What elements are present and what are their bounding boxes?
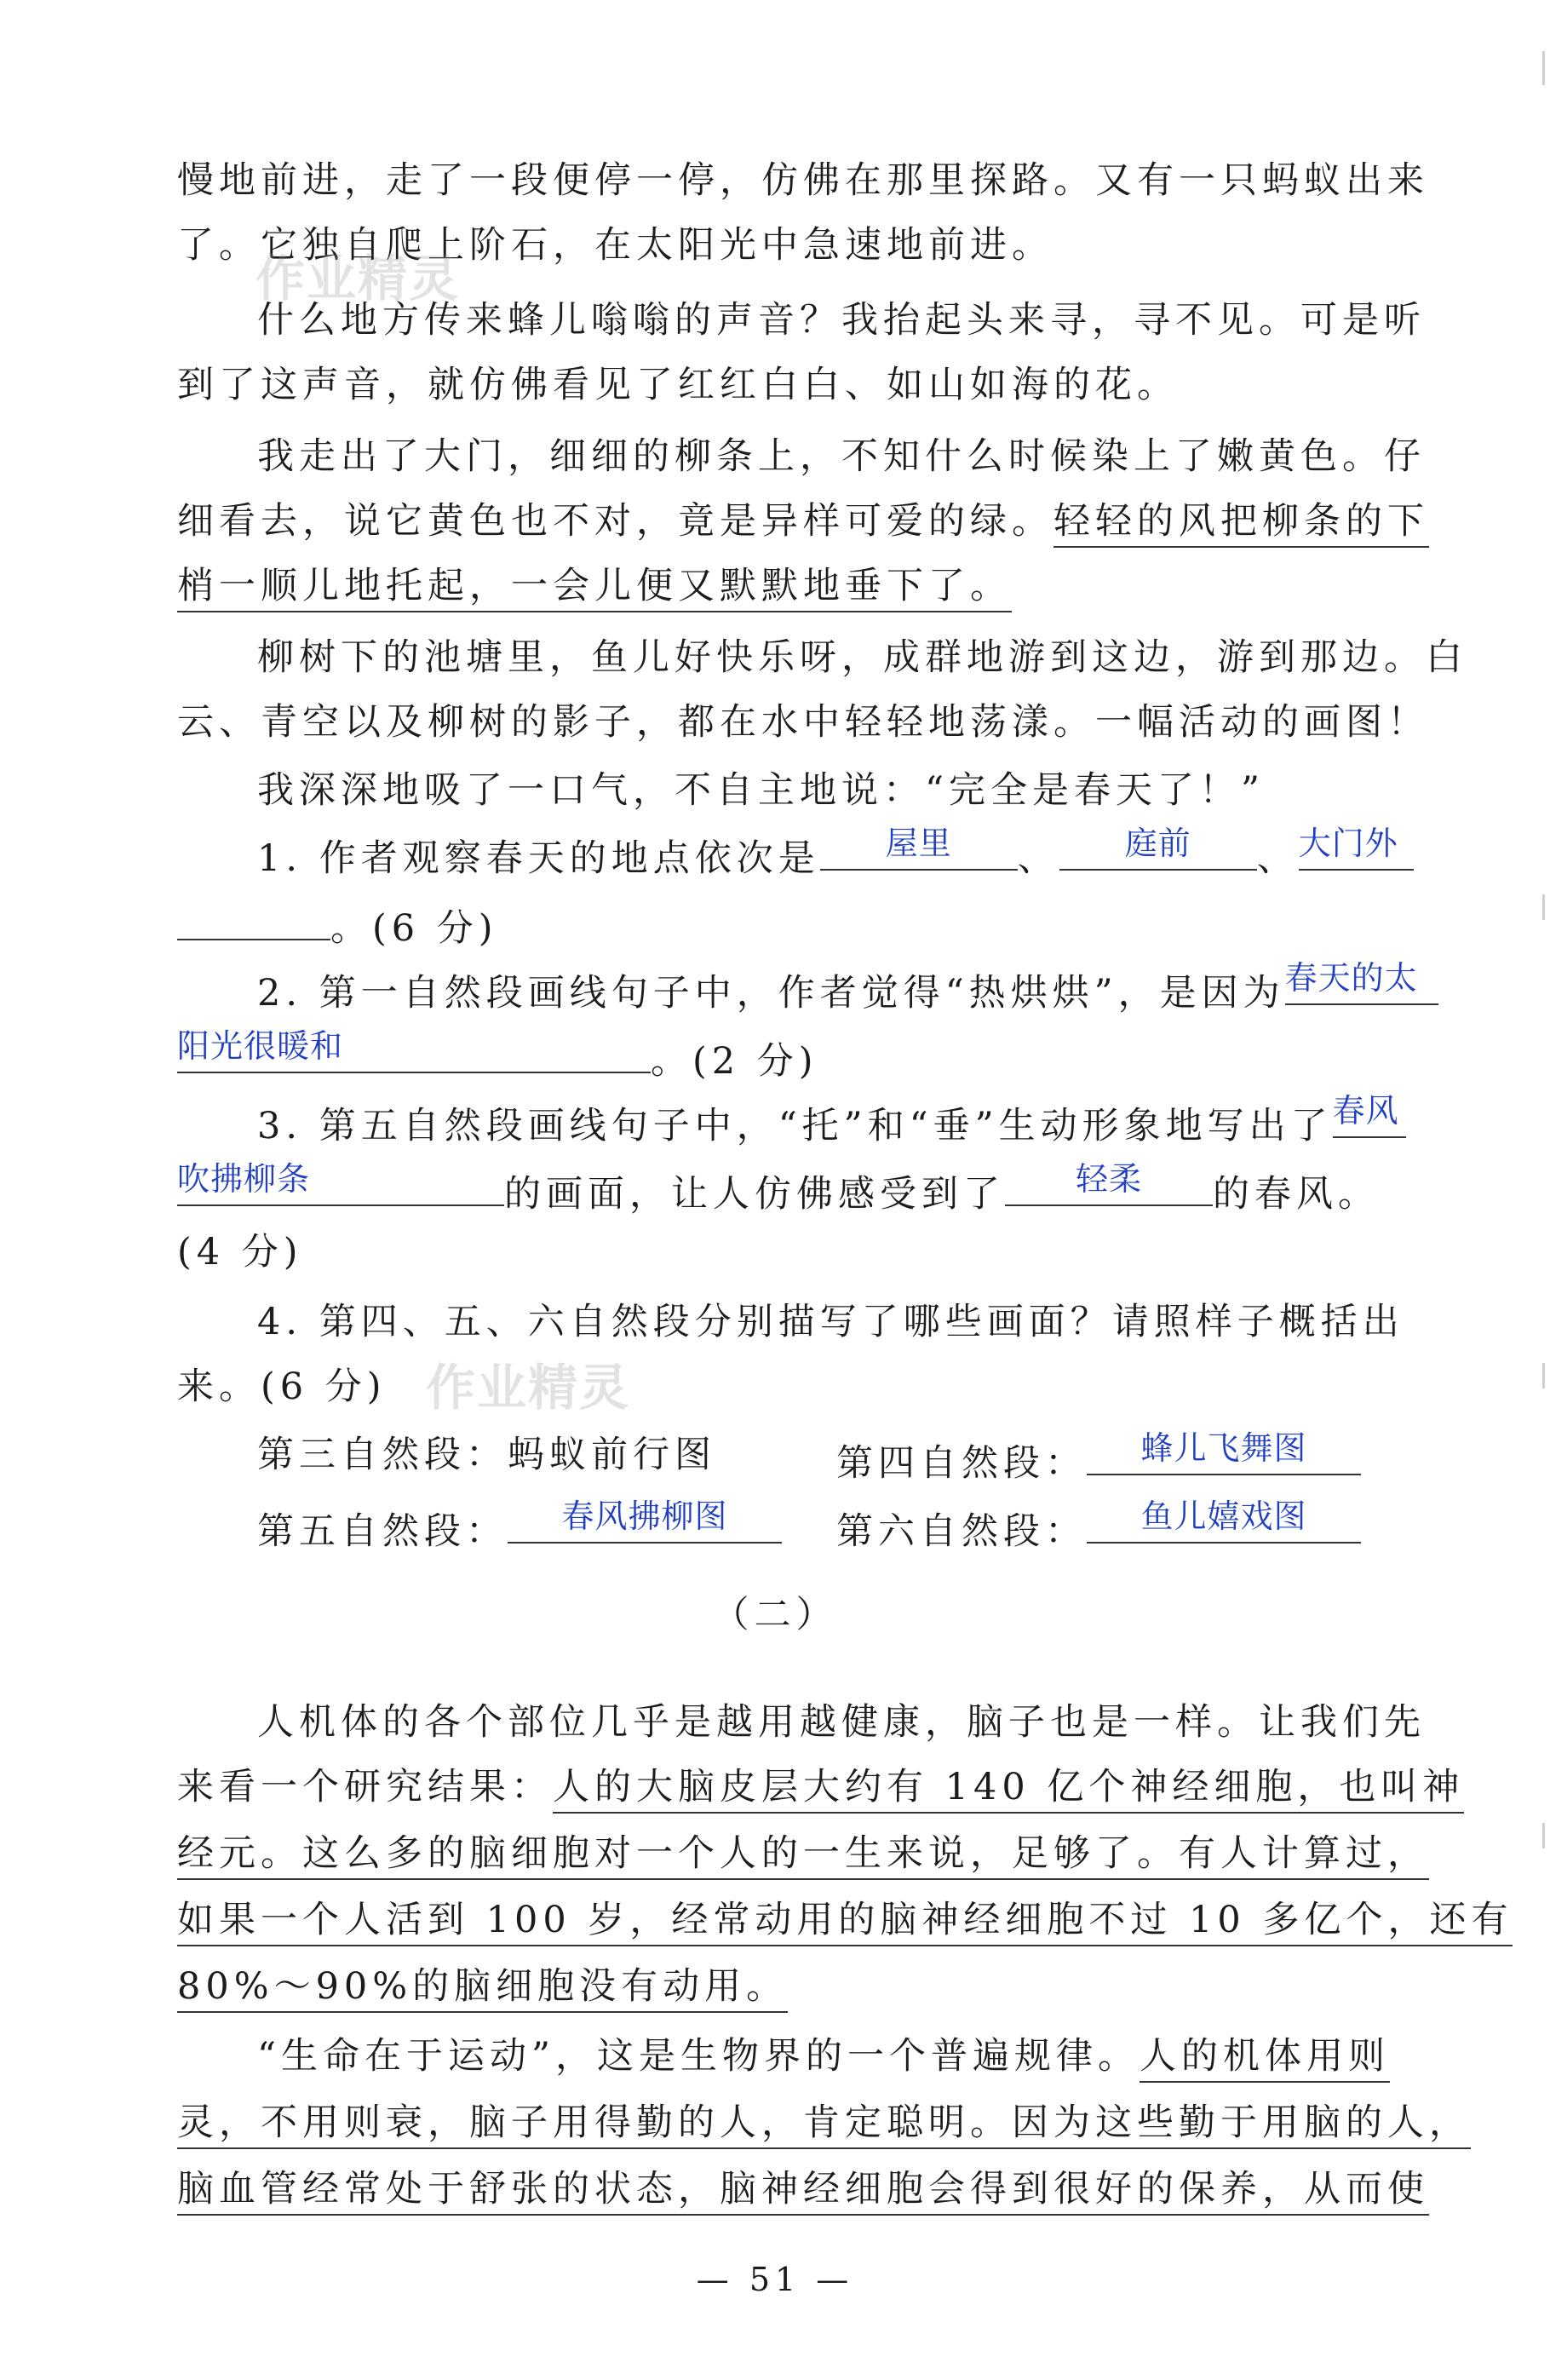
handwritten-answer: 春风拂柳图	[561, 1498, 728, 1535]
answer-blank[interactable]	[1299, 825, 1414, 871]
handwritten-answer: 阳光很暖和	[177, 1027, 344, 1065]
question-text: 的画面，让人仿佛感受到了	[504, 1173, 1005, 1216]
passage-line: 了。它独自爬上阶石，在太阳光中急速地前进。	[177, 224, 1053, 267]
passage-line: 云、青空以及柳树的影子，都在水中轻轻地荡漾。一幅活动的画图！	[177, 701, 1429, 744]
passage-line	[177, 561, 1361, 612]
paragraph-4-summary	[836, 1429, 1347, 1489]
underlined-sentence: 80%～90%的脑细胞没有动用。	[177, 1965, 788, 2013]
answer-blank[interactable]	[1087, 1498, 1361, 1544]
answer-blank[interactable]	[820, 825, 1018, 871]
passage-line	[177, 2164, 1429, 2215]
answer-blank[interactable]	[177, 1027, 651, 1073]
underlined-sentence: 脑血管经常处于舒张的状态，脑神经细胞会得到很好的保养，从而使	[177, 2168, 1429, 2216]
passage-text: “生命在于运动”，这是生物界的一个普遍规律。	[257, 2035, 1140, 2078]
answer-blank[interactable]	[177, 1160, 504, 1206]
underlined-sentence: 梢一顺儿地托起，一会儿便又默默地垂下了。	[177, 565, 1012, 612]
passage-line: 我走出了大门，细细的柳条上，不知什么时候染上了嫩黄色。仔	[257, 435, 1426, 478]
passage-line: 什么地方传来蜂儿嗡嗡的声音？我抬起头来寻，寻不见。可是听	[257, 299, 1426, 342]
separator: 、	[1256, 837, 1299, 880]
answer-blank[interactable]	[1333, 1092, 1406, 1138]
paragraph-6-summary	[836, 1498, 1347, 1557]
question-text: 3. 第五自然段画线句子中，“托”和“垂”生动形象地写出了	[257, 1105, 1333, 1147]
question-2-cont	[177, 1027, 1361, 1087]
passage-line	[177, 1828, 1429, 1879]
watermark: 作业精灵	[426, 1359, 631, 1417]
passage-line: 我深深地吸了一口气，不自主地说：“完全是春天了！”	[257, 769, 1265, 812]
question-score: 。(6 分)	[330, 907, 498, 950]
answer-blank[interactable]	[177, 894, 330, 940]
passage-line: 人机体的各个部位几乎是越用越健康，脑子也是一样。让我们先	[257, 1701, 1426, 1744]
paragraph-5-summary	[257, 1498, 836, 1557]
answer-blank[interactable]	[508, 1498, 782, 1544]
answer-blank[interactable]	[1285, 959, 1438, 1005]
scan-edge-mark	[1542, 1363, 1545, 1388]
passage-text: 细看去，说它黄色也不对，竟是异样可爱的绿。	[177, 500, 1053, 543]
scan-edge-mark	[1542, 1823, 1545, 1848]
summary-value: 蚂蚁前行图	[508, 1434, 716, 1476]
question-score: 。(2 分)	[651, 1040, 818, 1083]
handwritten-answer: 大门外	[1298, 825, 1398, 862]
handwritten-answer: 轻柔	[1075, 1160, 1142, 1198]
question-3	[257, 1092, 1441, 1152]
question-1-cont	[177, 894, 1361, 954]
separator: 、	[1017, 837, 1059, 880]
summary-label: 第四自然段：	[836, 1442, 1087, 1485]
question-text: 1. 作者观察春天的地点依次是	[257, 837, 820, 880]
question-4: 4. 第四、五、六自然段分别描写了哪些画面？请照样子概括出	[257, 1301, 1404, 1343]
scan-edge-mark	[1542, 894, 1545, 920]
scan-edge-mark	[1542, 51, 1545, 85]
passage-line: 到了这声音，就仿佛看见了红红白白、如山如海的花。	[177, 364, 1179, 406]
section-heading: （二）	[712, 1594, 838, 1636]
passage-line	[177, 1762, 1465, 1813]
passage-line	[177, 1894, 1513, 1946]
passage-line	[257, 2031, 1441, 2082]
passage-line: 柳树下的池塘里，鱼儿好快乐呀，成群地游到这边，游到那边。白	[257, 636, 1467, 679]
passage-line	[177, 1961, 1361, 2012]
answer-blank[interactable]	[1059, 825, 1257, 871]
summary-label: 第六自然段：	[836, 1510, 1087, 1553]
underlined-sentence: 经元。这么多的脑细胞对一个人的一生来说，足够了。有人计算过，	[177, 1832, 1429, 1880]
question-text: 的春风。	[1213, 1173, 1380, 1216]
passage-line: 慢地前进，走了一段便停一停，仿佛在那里探路。又有一只蚂蚁出来	[177, 159, 1429, 202]
question-1	[257, 825, 1441, 884]
handwritten-answer: 屋里	[885, 825, 952, 862]
handwritten-answer: 春天的太	[1284, 959, 1418, 997]
question-2	[257, 959, 1441, 1019]
question-4-cont: 来。(6 分)	[177, 1365, 387, 1408]
passage-line	[177, 496, 1429, 547]
passage-text: 来看一个研究结果：	[177, 1766, 553, 1808]
underlined-sentence: 灵，不用则衰，脑子用得勤的人，肯定聪明。因为这些勤于用脑的人，	[177, 2101, 1471, 2149]
page-number: — 51 —	[696, 2261, 854, 2298]
handwritten-answer: 鱼儿嬉戏图	[1140, 1498, 1307, 1535]
answer-blank[interactable]	[1005, 1160, 1213, 1206]
passage-line	[177, 2097, 1471, 2148]
underlined-sentence: 人的机体用则	[1140, 2035, 1390, 2083]
watermark: 作业精灵	[255, 250, 461, 308]
handwritten-answer: 吹拂柳条	[177, 1160, 311, 1198]
handwritten-answer: 庭前	[1124, 825, 1191, 862]
question-text: 2. 第一自然段画线句子中，作者觉得“热烘烘”，是因为	[257, 972, 1285, 1015]
summary-label: 第三自然段：	[257, 1434, 508, 1476]
answer-blank[interactable]	[1087, 1429, 1361, 1475]
summary-label: 第五自然段：	[257, 1510, 508, 1553]
underlined-sentence: 人的大脑皮层大约有 140 亿个神经细胞，也叫神	[553, 1766, 1464, 1814]
question-3-cont	[177, 1160, 1380, 1220]
handwritten-answer: 蜂儿飞舞图	[1140, 1429, 1307, 1467]
question-score: (4 分)	[177, 1231, 303, 1273]
underlined-sentence: 轻轻的风把柳条的下	[1053, 500, 1429, 548]
handwritten-answer: 春风	[1332, 1092, 1399, 1130]
paragraph-3-summary	[257, 1429, 768, 1480]
underlined-sentence: 如果一个人活到 100 岁，经常动用的脑神经细胞不过 10 多亿个，还有	[177, 1899, 1513, 1946]
